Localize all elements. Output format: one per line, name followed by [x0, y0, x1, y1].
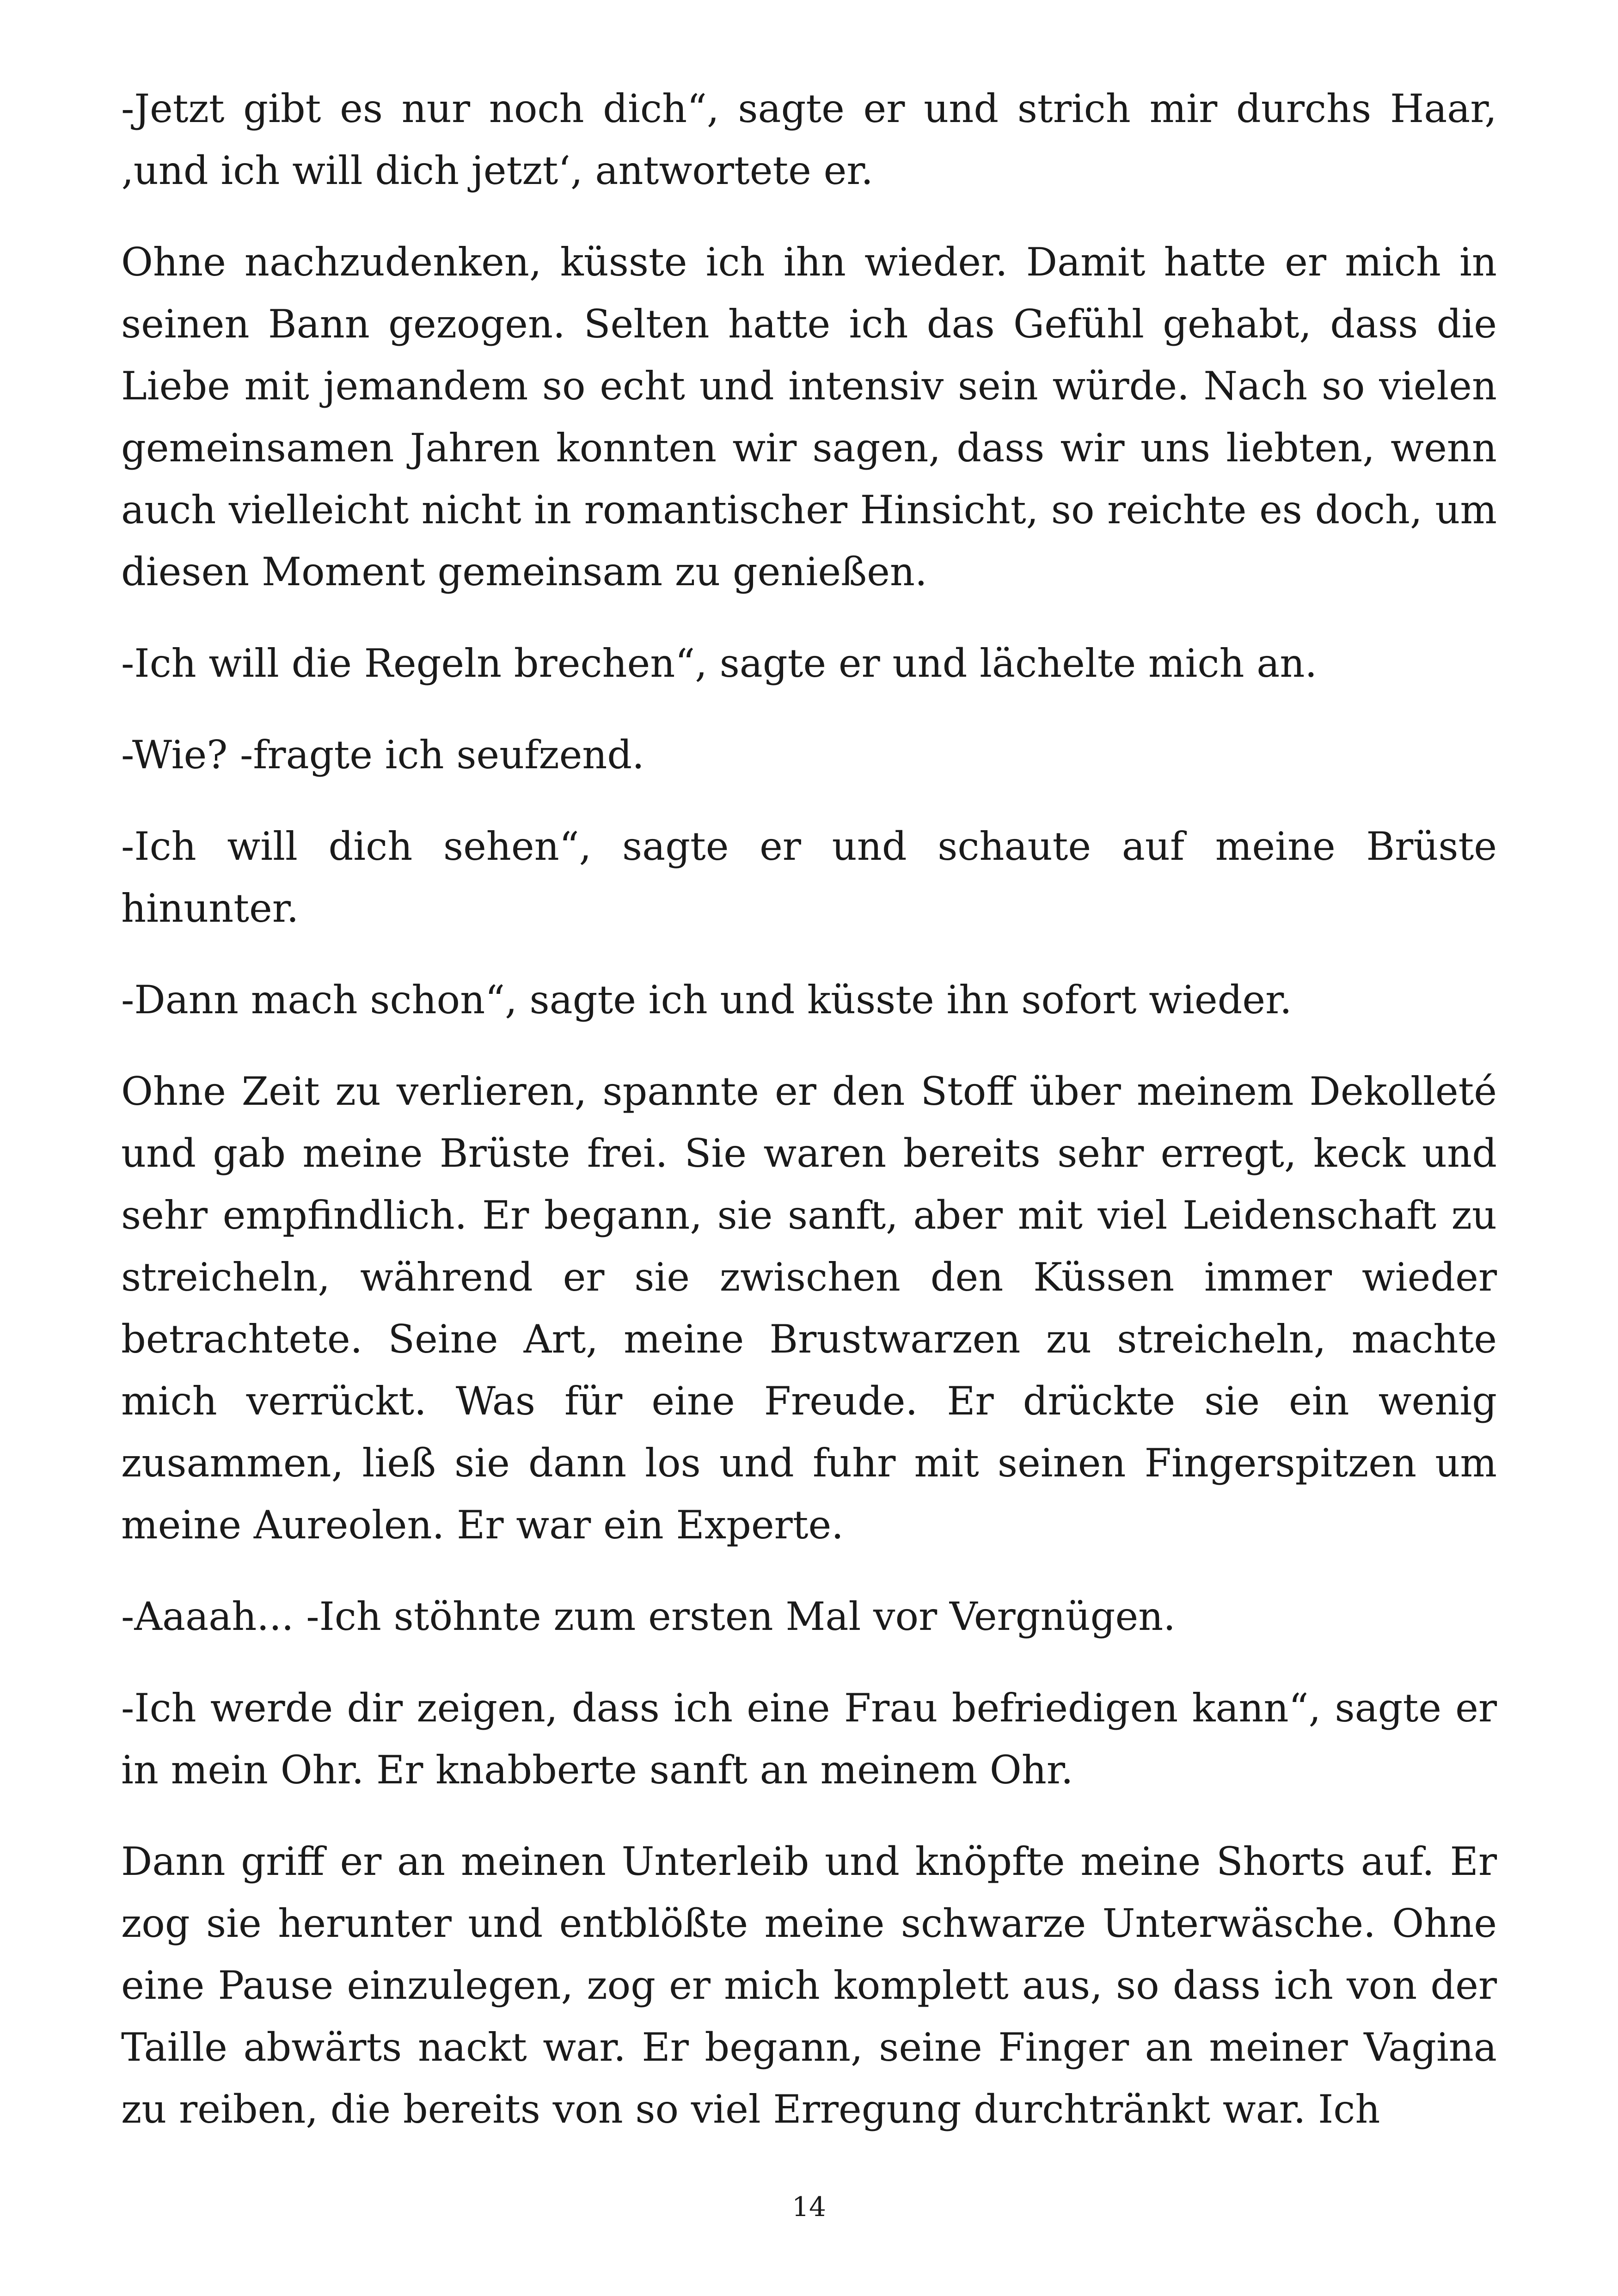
paragraph-2: Ohne nachzudenken, küsste ich ihn wieder. Damit hatte er mich in seinen Bann gezogen. Selten hatte ich das Gefühl gehabt, dass die Liebe mit jemandem so echt und intensiv sein würde. Nach so vielen gemeinsamen Jahren konnten wir sagen, dass wir uns liebten, wenn auch vielleicht nicht in romantischer Hinsicht, so reichte es doch, um diesen Moment gemeinsam zu genießen. [121, 239, 1497, 594]
body-text [121, 78, 1497, 2170]
page-number: 14 [792, 2191, 826, 2223]
paragraph-8: -Aaaah... -Ich stöhnte zum ersten Mal vor Vergnügen. [121, 1594, 1176, 1639]
paragraph-4: -Wie? -fragte ich seufzend. [121, 732, 644, 778]
paragraph-3: -Ich will die Regeln brechen“, sagte er und lächelte mich an. [121, 641, 1318, 686]
paragraph-10: Dann griff er an meinen Unterleib und knöpfte meine Shorts auf. Er zog sie herunter und entblößte meine schwarze Unterwäsche. Ohne eine Pause einzulegen, zog er mich komplett aus, so dass ich von der Taille abwärts nackt war. Er begann, seine Finger an meiner Vagina zu reiben, die bereits von so viel Erregung durchtränkt war. Ich [121, 1839, 1497, 2132]
paragraph-9: -Ich werde dir zeigen, dass ich eine Frau befriedigen kann“, sagte er in mein Ohr. Er knabberte sanft an meinem Ohr. [121, 1685, 1497, 1793]
paragraph-7: Ohne Zeit zu verlieren, spannte er den Stoff über meinem Dekolleté und gab meine Brüste frei. Sie waren bereits sehr erregt, keck und sehr empfindlich. Er begann, sie sanft, aber mit viel Leidenschaft zu streicheln, während er sie zwischen den Küssen immer wieder betrachtete. Seine Art, meine Brustwarzen zu streicheln, machte mich verrückt. Was für eine Freude. Er drückte sie ein wenig zusammen, ließ sie dann los und fuhr mit seinen Fingerspitzen um meine Aureolen. Er war ein Experte. [121, 1069, 1497, 1548]
paragraph-5: -Ich will dich sehen“, sagte er und schaute auf meine Brüste hinunter. [121, 824, 1497, 931]
paragraph-6: -Dann mach schon“, sagte ich und küsste ihn sofort wieder. [121, 977, 1292, 1022]
paragraph-1: -Jetzt gibt es nur noch dich“, sagte er und strich mir durchs Haar, ‚und ich will dich jetzt‘, antwortete er. [121, 86, 1497, 193]
